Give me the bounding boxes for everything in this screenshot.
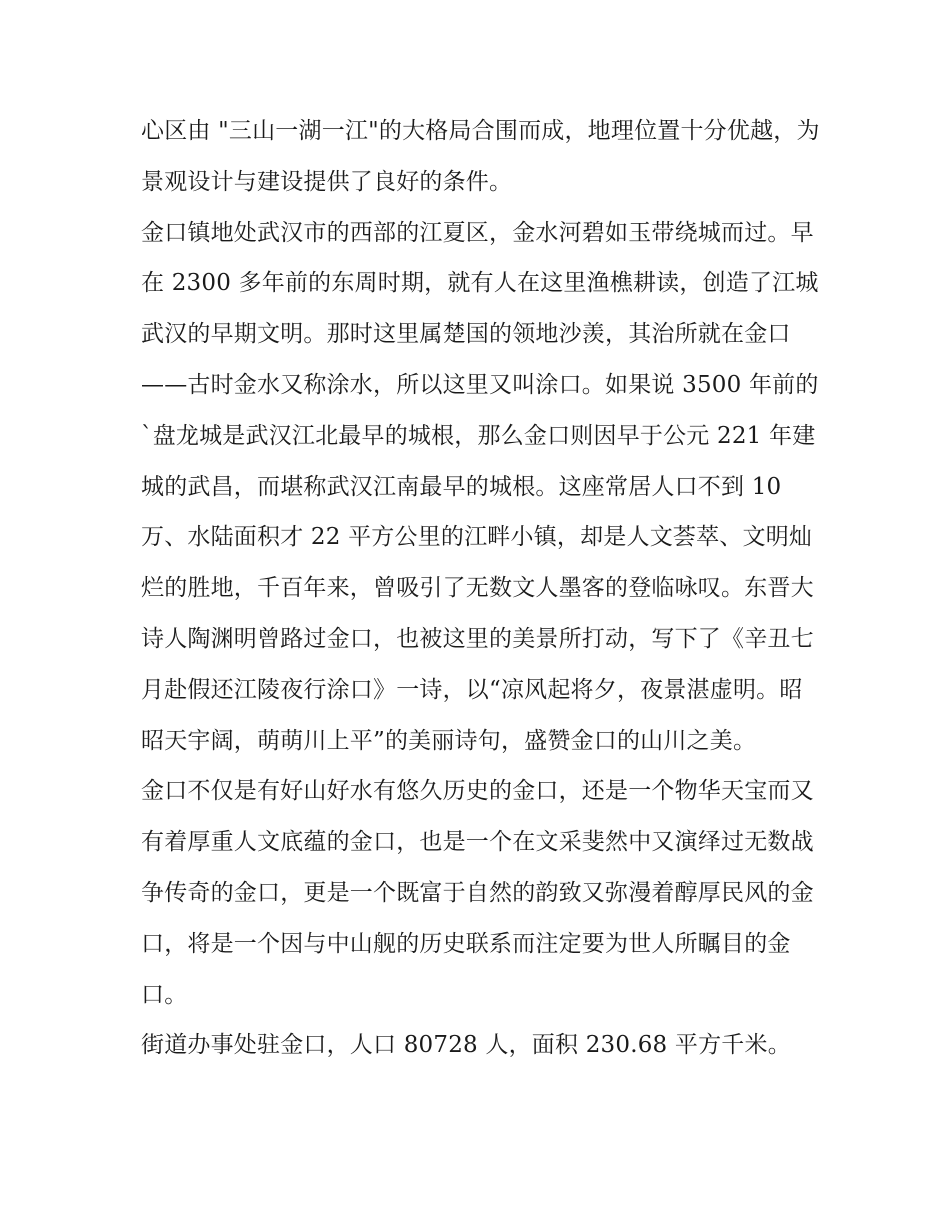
- paragraph-jinkou-statistics: 街道办事处驻金口，人口 80728 人，面积 230.68 平方千米。: [141, 1032, 791, 1059]
- paragraph-landscape-intro: 心区由 "三山一湖一江"的大格局合围而成，地理位置十分优越，为景观设计与建设提供了良好的条件。: [141, 118, 820, 195]
- paragraph-jinkou-character: 金口不仅是有好山好水有悠久历史的金口，还是一个物华天宝而又有着厚重人文底蕴的金口，也是一个在文采斐然中又演绎过无数战争传奇的金口，更是一个既富于自然的韵致又弥漫着醇厚民风的金口，将是一个因与中山舰的历史联系而注定要为世人所瞩目的金口。: [141, 778, 814, 1008]
- document-body: [141, 106, 821, 1071]
- paragraph-jinkou-history: 金口镇地处武汉市的西部的江夏区，金水河碧如玉带绕城而过。早在 2300 多年前的东周时期，就有人在这里渔樵耕读，创造了江城武汉的早期文明。那时这里属楚国的领地沙羡，其治所就在金口——古时金水又称涂水，所以这里又叫涂口。如果说 3500 年前的`盘龙城是武汉江北最早的城根，那么金口则因早于公元 221 年建城的武昌，而堪称武汉江南最早的城根。这座常居人口不到 10 万、水陆面积才 22 平方公里的江畔小镇，却是人文荟萃、文明灿烂的胜地，千百年来，曾吸引了无数文人墨客的登临咏叹。东晋大诗人陶渊明曾路过金口，也被这里的美景所打动，写下了《辛丑七月赴假还江陵夜行涂口》一诗，以“凉风起将夕，夜景湛虚明。昭昭天宇阔，萌萌川上平”的美丽诗句，盛赞金口的山川之美。: [141, 219, 819, 754]
